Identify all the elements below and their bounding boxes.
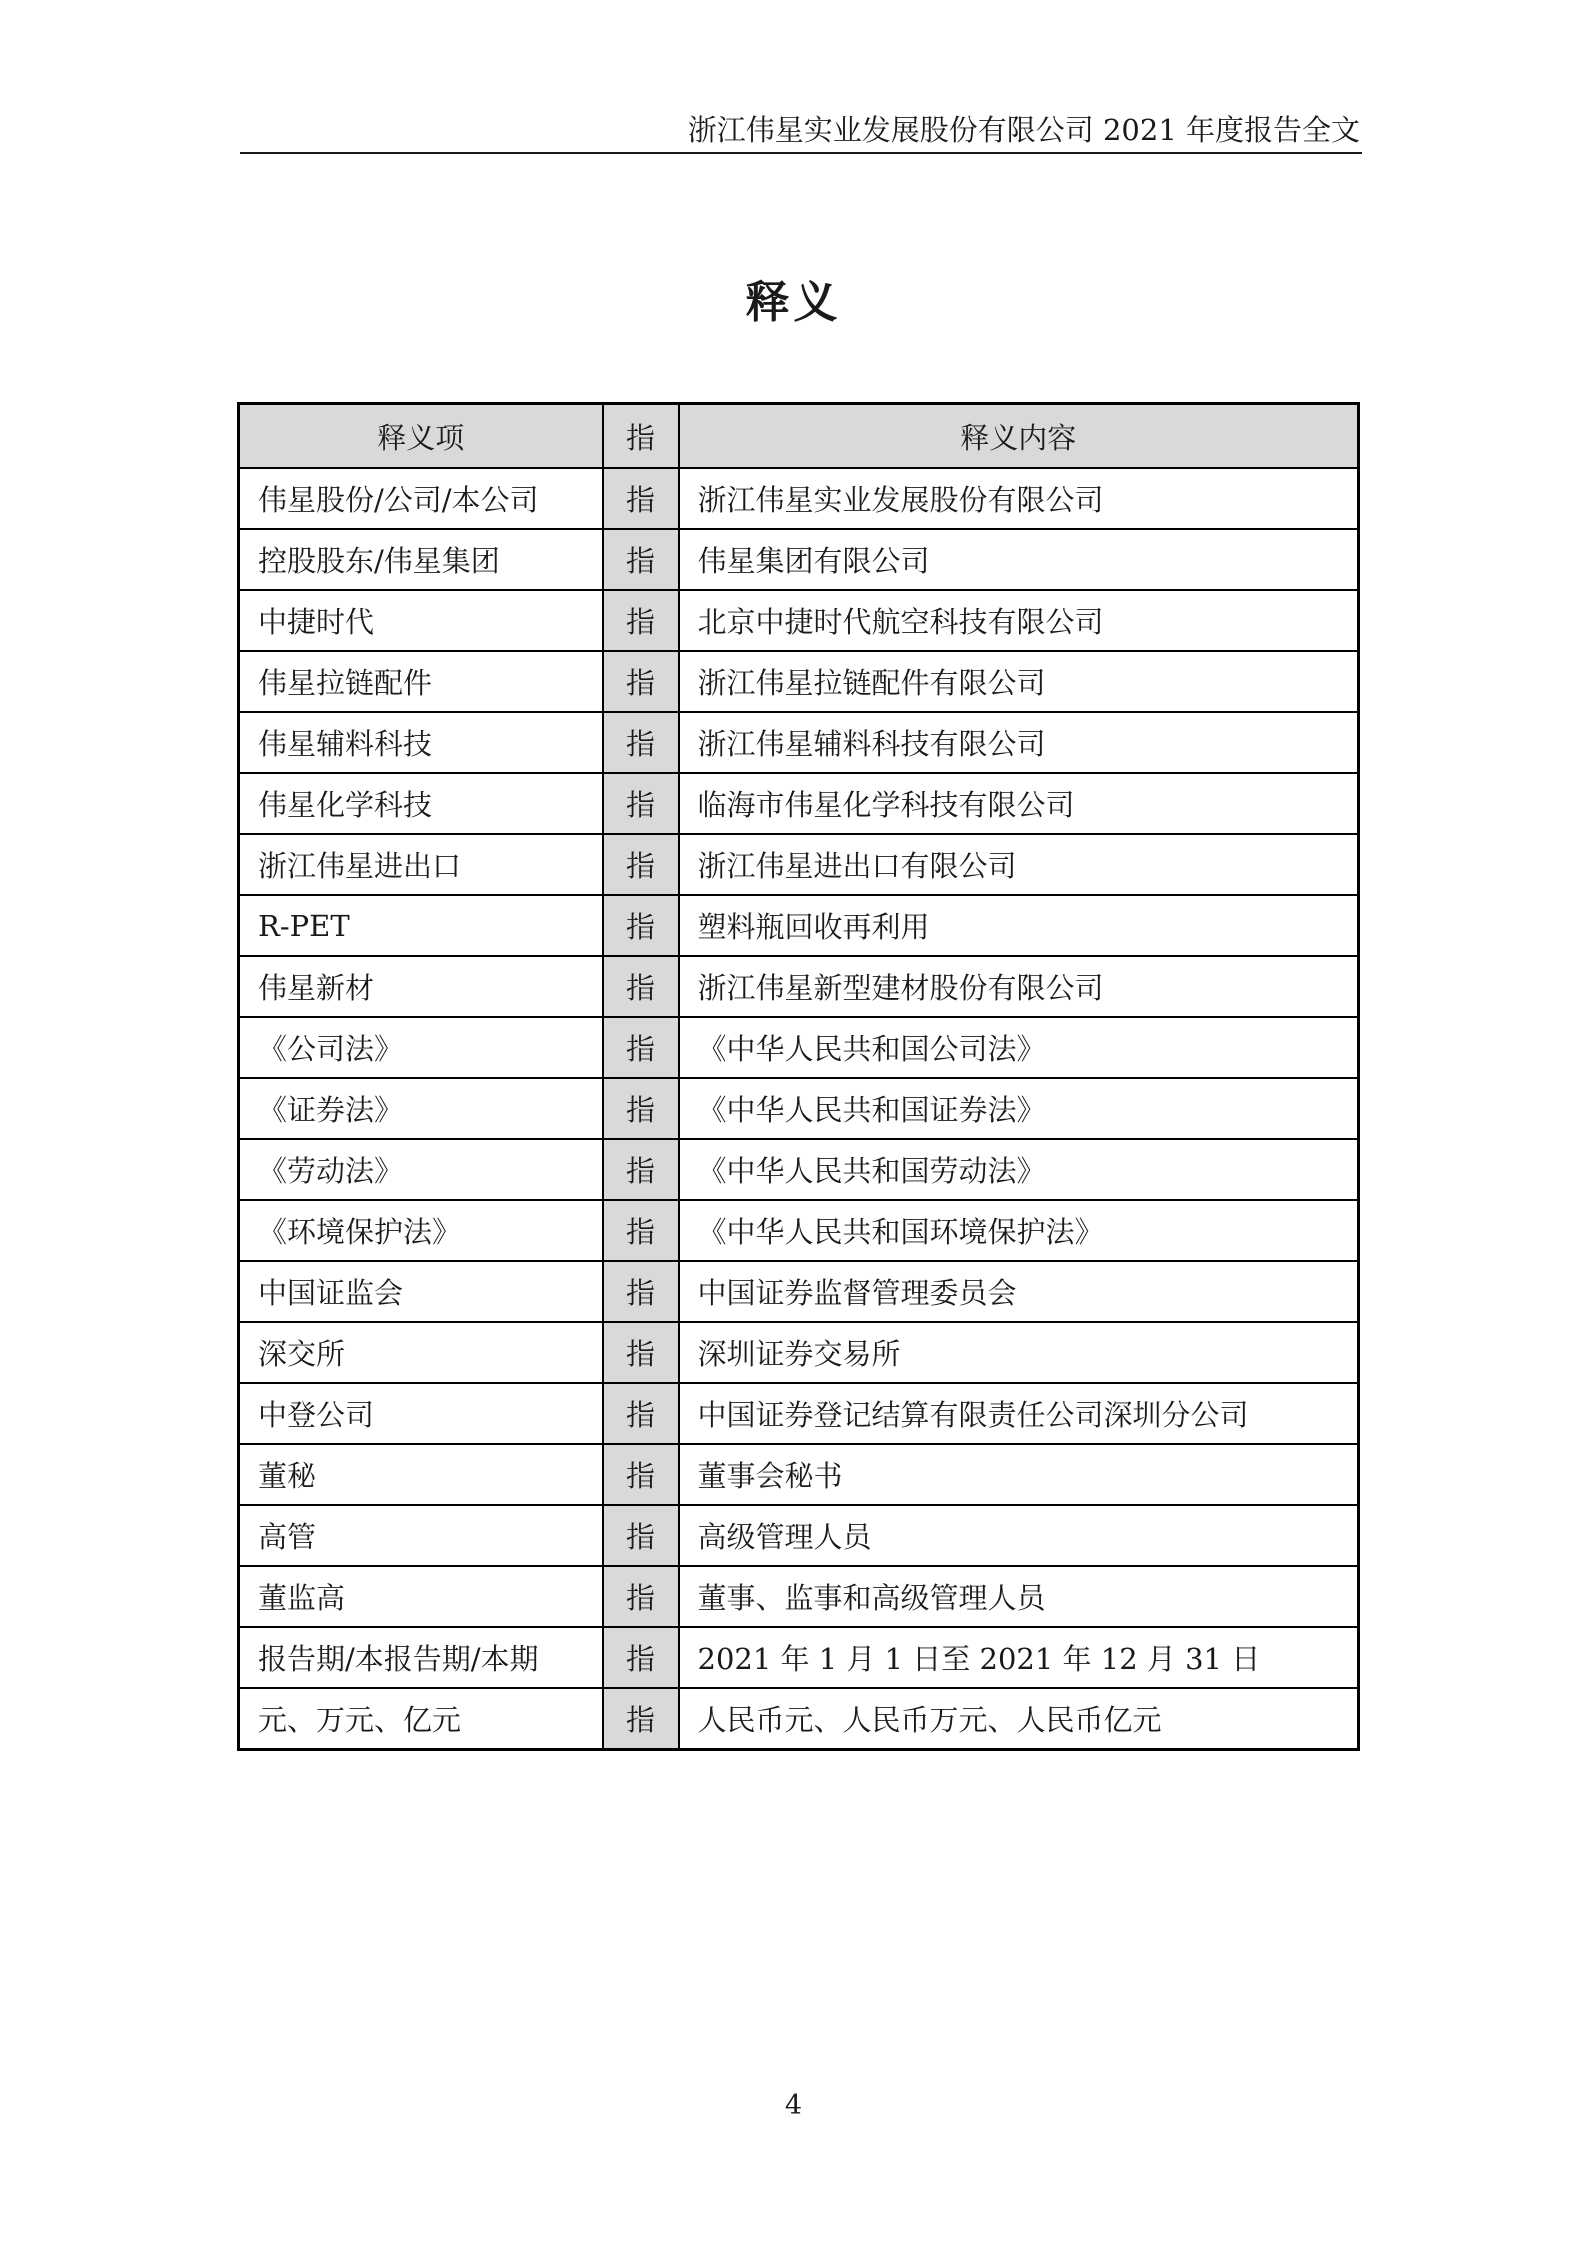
meaning-cell: 临海市伟星化学科技有限公司 — [679, 773, 1359, 834]
zhi-cell: 指 — [603, 1505, 679, 1566]
table-row — [239, 1566, 1359, 1627]
table-row — [239, 773, 1359, 834]
zhi-cell: 指 — [603, 1322, 679, 1383]
table-row — [239, 1444, 1359, 1505]
zhi-cell: 指 — [603, 1261, 679, 1322]
term-cell: 中捷时代 — [239, 590, 603, 651]
column-header-term: 释义项 — [239, 404, 603, 469]
table-row — [239, 1505, 1359, 1566]
term-cell: 伟星辅料科技 — [239, 712, 603, 773]
zhi-cell: 指 — [603, 1139, 679, 1200]
term-cell: 伟星拉链配件 — [239, 651, 603, 712]
meaning-cell: 2021 年 1 月 1 日至 2021 年 12 月 31 日 — [679, 1627, 1359, 1688]
term-cell: 高管 — [239, 1505, 603, 1566]
zhi-cell: 指 — [603, 590, 679, 651]
table-row — [239, 1688, 1359, 1750]
table-header-row — [239, 404, 1359, 469]
zhi-cell: 指 — [603, 1566, 679, 1627]
page-number: 4 — [784, 2090, 803, 2121]
table-row — [239, 468, 1359, 529]
table-row — [239, 712, 1359, 773]
meaning-cell: 《中华人民共和国劳动法》 — [679, 1139, 1359, 1200]
term-cell: 元、万元、亿元 — [239, 1688, 603, 1750]
header-rule — [240, 152, 1362, 154]
header-title: 浙江伟星实业发展股份有限公司 2021 年度报告全文 — [687, 113, 1360, 147]
zhi-cell: 指 — [603, 529, 679, 590]
zhi-cell: 指 — [603, 895, 679, 956]
table-row — [239, 590, 1359, 651]
meaning-cell: 高级管理人员 — [679, 1505, 1359, 1566]
zhi-cell: 指 — [603, 1688, 679, 1750]
table-row — [239, 834, 1359, 895]
zhi-cell: 指 — [603, 1200, 679, 1261]
table-row — [239, 1627, 1359, 1688]
zhi-cell: 指 — [603, 1383, 679, 1444]
meaning-cell: 董事会秘书 — [679, 1444, 1359, 1505]
meaning-cell: 伟星集团有限公司 — [679, 529, 1359, 590]
term-cell: 控股股东/伟星集团 — [239, 529, 603, 590]
column-header-meaning: 释义内容 — [679, 404, 1359, 469]
meaning-cell: 中国证券登记结算有限责任公司深圳分公司 — [679, 1383, 1359, 1444]
term-cell: 伟星新材 — [239, 956, 603, 1017]
zhi-cell: 指 — [603, 956, 679, 1017]
zhi-cell: 指 — [603, 468, 679, 529]
term-cell: 伟星化学科技 — [239, 773, 603, 834]
table-row — [239, 1017, 1359, 1078]
zhi-cell: 指 — [603, 834, 679, 895]
meaning-cell: 浙江伟星拉链配件有限公司 — [679, 651, 1359, 712]
table-row — [239, 1200, 1359, 1261]
table-row — [239, 1261, 1359, 1322]
meaning-cell: 浙江伟星进出口有限公司 — [679, 834, 1359, 895]
table-row — [239, 1383, 1359, 1444]
term-cell: 浙江伟星进出口 — [239, 834, 603, 895]
term-cell: 中登公司 — [239, 1383, 603, 1444]
meaning-cell: 北京中捷时代航空科技有限公司 — [679, 590, 1359, 651]
term-cell: 报告期/本报告期/本期 — [239, 1627, 603, 1688]
meaning-cell: 《中华人民共和国证券法》 — [679, 1078, 1359, 1139]
term-cell: 伟星股份/公司/本公司 — [239, 468, 603, 529]
meaning-cell: 《中华人民共和国环境保护法》 — [679, 1200, 1359, 1261]
table-row — [239, 529, 1359, 590]
table-row — [239, 1139, 1359, 1200]
zhi-cell: 指 — [603, 712, 679, 773]
meaning-cell: 浙江伟星辅料科技有限公司 — [679, 712, 1359, 773]
table-row — [239, 651, 1359, 712]
definitions-table — [237, 402, 1360, 1751]
term-cell: 中国证监会 — [239, 1261, 603, 1322]
meaning-cell: 董事、监事和高级管理人员 — [679, 1566, 1359, 1627]
page-title: 释义 — [745, 277, 842, 328]
table-row — [239, 1078, 1359, 1139]
meaning-cell: 深圳证券交易所 — [679, 1322, 1359, 1383]
meaning-cell: 塑料瓶回收再利用 — [679, 895, 1359, 956]
zhi-cell: 指 — [603, 1078, 679, 1139]
meaning-cell: 人民币元、人民币万元、人民币亿元 — [679, 1688, 1359, 1750]
term-cell: R-PET — [239, 895, 603, 956]
column-header-zhi: 指 — [603, 404, 679, 469]
table-row — [239, 1322, 1359, 1383]
term-cell: 《环境保护法》 — [239, 1200, 603, 1261]
meaning-cell: 中国证券监督管理委员会 — [679, 1261, 1359, 1322]
meaning-cell: 浙江伟星新型建材股份有限公司 — [679, 956, 1359, 1017]
term-cell: 《证券法》 — [239, 1078, 603, 1139]
meaning-cell: 浙江伟星实业发展股份有限公司 — [679, 468, 1359, 529]
zhi-cell: 指 — [603, 1627, 679, 1688]
table-row — [239, 956, 1359, 1017]
zhi-cell: 指 — [603, 1017, 679, 1078]
meaning-cell: 《中华人民共和国公司法》 — [679, 1017, 1359, 1078]
table-row — [239, 895, 1359, 956]
term-cell: 《公司法》 — [239, 1017, 603, 1078]
zhi-cell: 指 — [603, 773, 679, 834]
term-cell: 《劳动法》 — [239, 1139, 603, 1200]
term-cell: 董监高 — [239, 1566, 603, 1627]
zhi-cell: 指 — [603, 1444, 679, 1505]
term-cell: 董秘 — [239, 1444, 603, 1505]
term-cell: 深交所 — [239, 1322, 603, 1383]
zhi-cell: 指 — [603, 651, 679, 712]
